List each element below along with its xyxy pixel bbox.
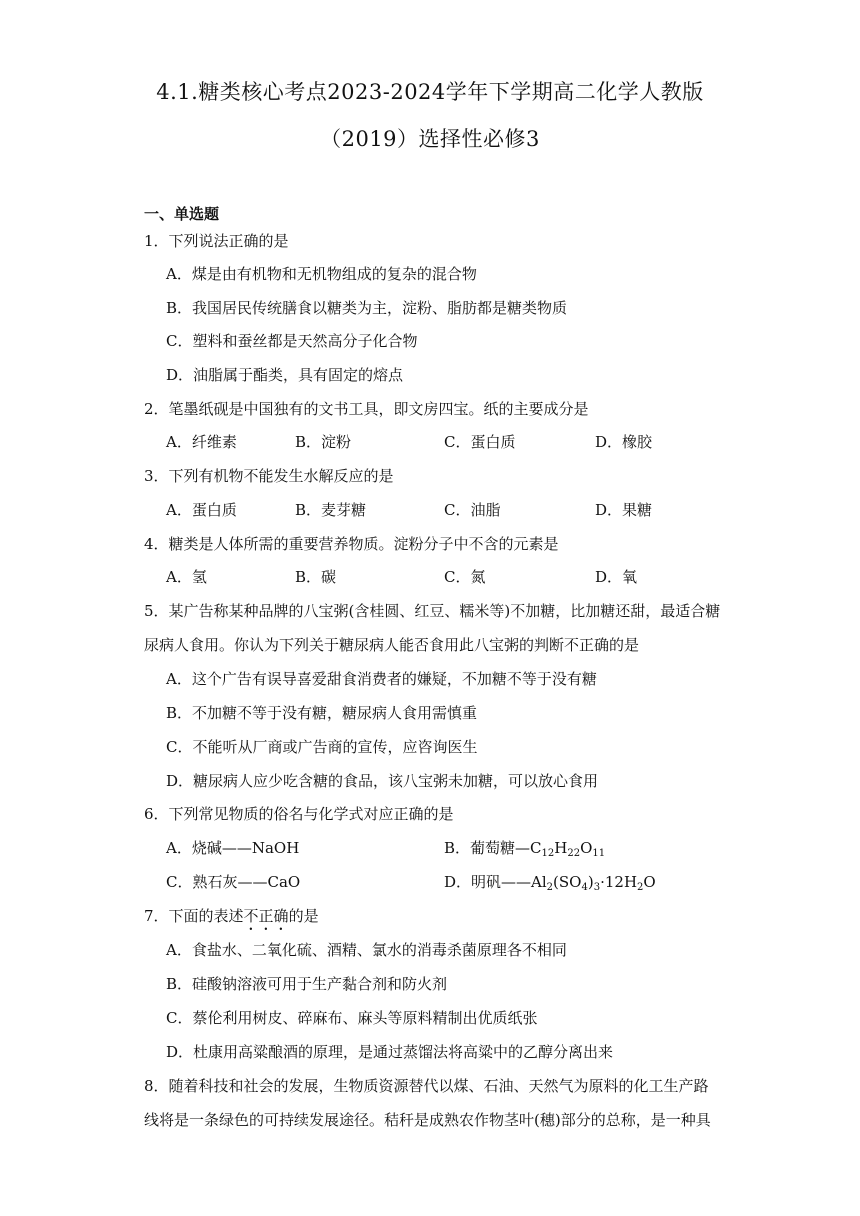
question-1-option-a: A．煤是由有机物和无机物组成的复杂的混合物 (166, 265, 477, 283)
question-5-option-c: C．不能听从厂商或广告商的宣传，应咨询医生 (166, 738, 478, 756)
question-4-option-c: C．氮 (444, 568, 486, 586)
question-3-option-c: C．油脂 (444, 501, 501, 519)
title-line-2: （2019）选择性必修3 (320, 127, 540, 151)
question-3-option-d: D．果糖 (595, 501, 653, 519)
title-line-1: 4.1.糖类核心考点2023-2024学年下学期高二化学人教版 (156, 80, 704, 104)
question-2-option-a: A．纤维素 (166, 433, 237, 451)
question-7-emphasis: 不正确 (243, 907, 289, 925)
question-1-option-b: B．我国居民传统膳食以糖类为主，淀粉、脂肪都是糖类物质 (166, 299, 568, 317)
question-6-option-a: A．烧碱——NaOH (166, 839, 300, 857)
question-7-stem-suffix: 的是 (288, 907, 319, 925)
question-2-option-c: C．蛋白质 (444, 433, 516, 451)
question-6-option-d: D．明矾$——Al_2(SO_4)_3\cdot 12H_2O$ (444, 873, 656, 893)
question-5-option-b: B．不加糖不等于没有糖，糖尿病人食用需慎重 (166, 704, 478, 722)
question-3-option-a: A．蛋白质 (166, 501, 237, 519)
question-7-stem-prefix: 7．下面的表述 (144, 907, 244, 925)
question-1-stem: 1．下列说法正确的是 (144, 232, 289, 250)
question-6-stem: 6．下列常见物质的俗名与化学式对应正确的是 (144, 805, 454, 823)
question-6-option-c: C．熟石灰——CaO (166, 873, 301, 891)
question-7-option-b: B．硅酸钠溶液可用于生产黏合剂和防火剂 (166, 975, 448, 993)
question-7-option-c: C．蔡伦利用树皮、碎麻布、麻头等原料精制出优质纸张 (166, 1009, 538, 1027)
question-4-option-d: D．氧 (595, 568, 638, 586)
question-7-option-d: D．杜康用高粱酿酒的原理，是通过蒸馏法将高粱中的乙醇分离出来 (166, 1043, 614, 1061)
question-1-option-d: D．油脂属于酯类，具有固定的熔点 (166, 366, 404, 384)
section-heading: 一、单选题 (144, 205, 220, 223)
question-5-option-a: A．这个广告有误导喜爱甜食消费者的嫌疑，不加糖不等于没有糖 (166, 670, 597, 688)
question-4-option-a: A．氢 (166, 568, 207, 586)
question-5-option-d: D．糖尿病人应少吃含糖的食品，该八宝粥未加糖，可以放心食用 (166, 772, 599, 790)
question-2-stem: 2．笔墨纸砚是中国独有的文书工具，即文房四宝。纸的主要成分是 (144, 400, 589, 418)
question-4-option-b: B．碳 (295, 568, 337, 586)
question-6-option-b: B．葡萄糖$—C_{12}H_{22}O_{11}$ (444, 839, 606, 859)
question-2-option-b: B．淀粉 (295, 433, 352, 451)
question-7-option-a: A．食盐水、二氧化硫、酒精、氯水的消毒杀菌原理各不相同 (166, 941, 567, 959)
question-3-option-b: B．麦芽糖 (295, 501, 367, 519)
question-1-option-c: C．塑料和蚕丝都是天然高分子化合物 (166, 332, 418, 350)
question-6-option-b-text: B．葡萄糖—C (444, 839, 542, 857)
question-4-stem: 4．糖类是人体所需的重要营养物质。淀粉分子中不含的元素是 (144, 535, 559, 553)
question-2-option-d: D．橡胶 (595, 433, 653, 451)
question-5-stem-line-1: 5．某广告称某种品牌的八宝粥(含桂圆、红豆、糯米等)不加糖，比加糖还甜，最适合糖 (144, 602, 721, 620)
question-8-stem-line-2: 线将是一条绿色的可持续发展途径。秸秆是成熟农作物茎叶(穗)部分的总称，是一种具 (144, 1111, 711, 1129)
question-7-stem (144, 906, 319, 934)
question-3-stem: 3．下列有机物不能发生水解反应的是 (144, 467, 394, 485)
question-5-stem-line-2: 尿病人食用。你认为下列关于糖尿病人能否食用此八宝粥的判断不正确的是 (144, 636, 640, 654)
question-8-stem-line-1: 8．随着科技和社会的发展，生物质资源替代以煤、石油、天然气为原料的化工生产路 (144, 1077, 709, 1095)
question-6-option-d-text: D．明矾——Al (444, 873, 547, 891)
